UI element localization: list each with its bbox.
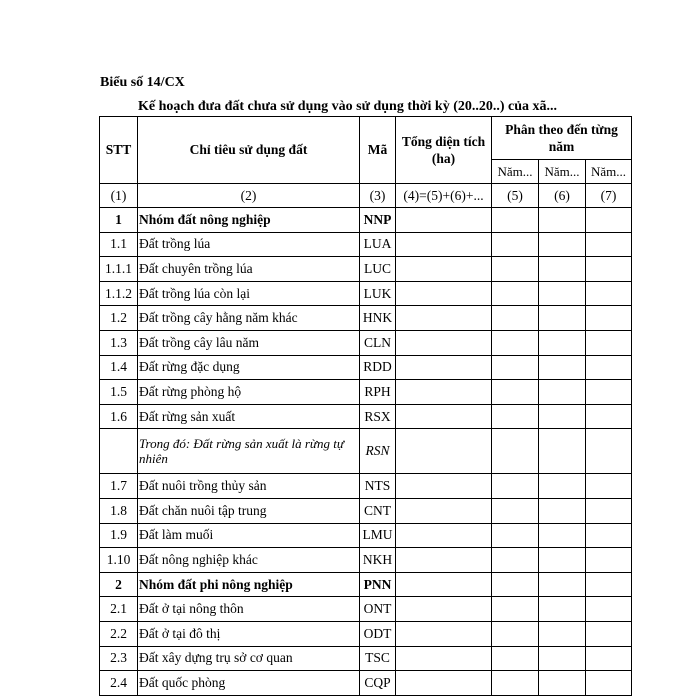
row-name: Đất chuyên trồng lúa: [138, 257, 360, 282]
row-year-1: [492, 646, 539, 671]
header-year-3: Năm...: [586, 160, 632, 184]
row-stt: 1.9: [100, 523, 138, 548]
row-code: LUA: [360, 232, 396, 257]
row-year-1: [492, 671, 539, 696]
row-year-1: [492, 306, 539, 331]
row-name: Đất nông nghiệp khác: [138, 548, 360, 573]
land-use-table: [99, 116, 632, 696]
row-year-3: [586, 257, 632, 282]
row-year-2: [539, 257, 586, 282]
row-year-2: [539, 404, 586, 429]
table-row: [100, 597, 632, 622]
row-year-1: [492, 474, 539, 499]
row-name: Nhóm đất phi nông nghiệp: [138, 572, 360, 597]
table-row: [100, 646, 632, 671]
row-stt: 1.1: [100, 232, 138, 257]
row-year-1: [492, 232, 539, 257]
row-total-area: [396, 572, 492, 597]
row-year-3: [586, 429, 632, 474]
row-year-3: [586, 671, 632, 696]
row-code: ONT: [360, 597, 396, 622]
row-name: Đất rừng đặc dụng: [138, 355, 360, 380]
column-number: (2): [138, 184, 360, 208]
row-year-3: [586, 646, 632, 671]
row-stt: 1.4: [100, 355, 138, 380]
row-code: NNP: [360, 208, 396, 233]
row-stt: 1.5: [100, 380, 138, 405]
row-stt: 2.4: [100, 671, 138, 696]
header-indicator: Chỉ tiêu sử dụng đất: [138, 117, 360, 184]
row-total-area: [396, 208, 492, 233]
row-year-3: [586, 404, 632, 429]
row-name: Đất nuôi trồng thủy sản: [138, 474, 360, 499]
table-row: [100, 208, 632, 233]
row-total-area: [396, 597, 492, 622]
table-row: [100, 232, 632, 257]
row-year-2: [539, 597, 586, 622]
row-year-1: [492, 429, 539, 474]
table-row: [100, 355, 632, 380]
table-row: [100, 306, 632, 331]
header-year-1: Năm...: [492, 160, 539, 184]
row-year-3: [586, 380, 632, 405]
header-by-year: Phân theo đến từng năm: [492, 117, 632, 160]
row-total-area: [396, 355, 492, 380]
row-year-2: [539, 355, 586, 380]
row-year-2: [539, 572, 586, 597]
row-total-area: [396, 232, 492, 257]
row-stt: 1.7: [100, 474, 138, 499]
row-year-1: [492, 498, 539, 523]
table-row: [100, 380, 632, 405]
row-year-3: [586, 306, 632, 331]
row-code: CLN: [360, 330, 396, 355]
row-year-3: [586, 208, 632, 233]
table-row: [100, 621, 632, 646]
row-code: LUK: [360, 281, 396, 306]
row-code: RPH: [360, 380, 396, 405]
row-name: Đất rừng sản xuất: [138, 404, 360, 429]
table-row: [100, 330, 632, 355]
row-year-1: [492, 523, 539, 548]
row-year-1: [492, 380, 539, 405]
row-year-3: [586, 281, 632, 306]
table-row: [100, 404, 632, 429]
row-code: TSC: [360, 646, 396, 671]
row-year-3: [586, 355, 632, 380]
row-stt: 1.3: [100, 330, 138, 355]
column-number: (5): [492, 184, 539, 208]
row-code: RSN: [360, 429, 396, 474]
table-row: [100, 429, 632, 474]
row-year-3: [586, 523, 632, 548]
row-code: ODT: [360, 621, 396, 646]
row-code: HNK: [360, 306, 396, 331]
row-name: Đất quốc phòng: [138, 671, 360, 696]
row-stt: 1.2: [100, 306, 138, 331]
row-year-2: [539, 498, 586, 523]
table-row: [100, 281, 632, 306]
row-year-2: [539, 208, 586, 233]
row-year-2: [539, 621, 586, 646]
row-code: RSX: [360, 404, 396, 429]
row-name: Đất chăn nuôi tập trung: [138, 498, 360, 523]
column-number: (6): [539, 184, 586, 208]
column-number: (3): [360, 184, 396, 208]
row-year-1: [492, 572, 539, 597]
header-total-area: Tổng diện tích (ha): [396, 117, 492, 184]
row-total-area: [396, 281, 492, 306]
table-row: [100, 474, 632, 499]
row-name: Đất ở tại nông thôn: [138, 597, 360, 622]
header-year-2: Năm...: [539, 160, 586, 184]
table-row: [100, 498, 632, 523]
row-total-area: [396, 548, 492, 573]
row-year-2: [539, 646, 586, 671]
header-stt: STT: [100, 117, 138, 184]
row-year-3: [586, 548, 632, 573]
row-code: CNT: [360, 498, 396, 523]
row-total-area: [396, 330, 492, 355]
column-number: (7): [586, 184, 632, 208]
row-year-1: [492, 597, 539, 622]
row-name: Đất rừng phòng hộ: [138, 380, 360, 405]
row-year-2: [539, 306, 586, 331]
row-year-3: [586, 498, 632, 523]
column-number: (1): [100, 184, 138, 208]
table-row: [100, 257, 632, 282]
row-stt: 1.1.1: [100, 257, 138, 282]
row-year-1: [492, 355, 539, 380]
row-year-1: [492, 330, 539, 355]
row-year-1: [492, 208, 539, 233]
column-number: (4)=(5)+(6)+...: [396, 184, 492, 208]
row-year-1: [492, 548, 539, 573]
row-year-2: [539, 232, 586, 257]
table-row: [100, 548, 632, 573]
row-year-3: [586, 572, 632, 597]
row-stt: 2: [100, 572, 138, 597]
row-year-2: [539, 671, 586, 696]
row-name: Đất trồng cây hằng năm khác: [138, 306, 360, 331]
row-year-1: [492, 404, 539, 429]
row-year-2: [539, 380, 586, 405]
row-year-3: [586, 330, 632, 355]
row-total-area: [396, 380, 492, 405]
form-title: Kế hoạch đưa đất chưa sử dụng vào sử dụng thời kỳ (20..20..) của xã...: [138, 99, 558, 114]
row-code: CQP: [360, 671, 396, 696]
row-name: Đất làm muối: [138, 523, 360, 548]
row-year-2: [539, 523, 586, 548]
column-number-row: [100, 184, 632, 208]
row-stt: 2.3: [100, 646, 138, 671]
row-name: Đất trồng lúa còn lại: [138, 281, 360, 306]
row-year-2: [539, 548, 586, 573]
row-code: LMU: [360, 523, 396, 548]
row-stt: 1: [100, 208, 138, 233]
table-row: [100, 572, 632, 597]
row-name: Đất ở tại đô thị: [138, 621, 360, 646]
row-total-area: [396, 257, 492, 282]
row-total-area: [396, 429, 492, 474]
row-code: NTS: [360, 474, 396, 499]
row-name: Đất trồng cây lâu năm: [138, 330, 360, 355]
row-total-area: [396, 404, 492, 429]
row-year-2: [539, 474, 586, 499]
row-stt: 1.10: [100, 548, 138, 573]
row-year-2: [539, 330, 586, 355]
row-name: Trong đó: Đất rừng sản xuất là rừng tự nhiên: [138, 429, 360, 474]
row-total-area: [396, 523, 492, 548]
row-total-area: [396, 671, 492, 696]
row-year-1: [492, 257, 539, 282]
row-year-3: [586, 474, 632, 499]
row-code: RDD: [360, 355, 396, 380]
table-row: [100, 523, 632, 548]
row-total-area: [396, 621, 492, 646]
row-total-area: [396, 646, 492, 671]
row-year-1: [492, 621, 539, 646]
row-stt: 2.2: [100, 621, 138, 646]
row-year-3: [586, 621, 632, 646]
row-name: Đất xây dựng trụ sở cơ quan: [138, 646, 360, 671]
row-year-3: [586, 597, 632, 622]
form-code: Biểu số 14/CX: [100, 75, 185, 90]
row-total-area: [396, 306, 492, 331]
row-stt: 1.1.2: [100, 281, 138, 306]
row-name: Đất trồng lúa: [138, 232, 360, 257]
row-year-1: [492, 281, 539, 306]
table-row: [100, 671, 632, 696]
row-stt: 1.8: [100, 498, 138, 523]
row-stt: 1.6: [100, 404, 138, 429]
row-year-3: [586, 232, 632, 257]
row-code: PNN: [360, 572, 396, 597]
row-name: Nhóm đất nông nghiệp: [138, 208, 360, 233]
row-total-area: [396, 498, 492, 523]
row-stt: [100, 429, 138, 474]
header-code: Mã: [360, 117, 396, 184]
row-code: NKH: [360, 548, 396, 573]
row-year-2: [539, 429, 586, 474]
row-code: LUC: [360, 257, 396, 282]
row-year-2: [539, 281, 586, 306]
row-total-area: [396, 474, 492, 499]
row-stt: 2.1: [100, 597, 138, 622]
